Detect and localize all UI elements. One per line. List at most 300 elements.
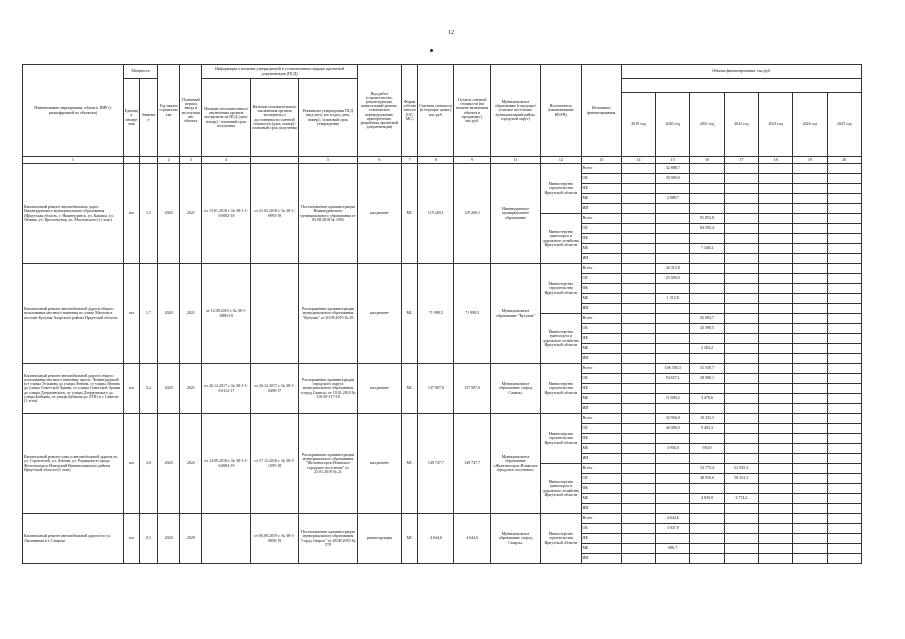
amount-cell [621, 434, 655, 444]
header-year: 2021 год [690, 93, 724, 157]
amount-cell [621, 164, 655, 174]
amount-cell [758, 284, 792, 294]
header-municipality: Муниципальное образование (городское/сельское поселение, муниципальный район, городской округ) [490, 65, 540, 157]
year-plan-cell: 2021 [180, 264, 202, 364]
remaining-cell: 149 747,7 [454, 414, 490, 514]
amount-cell [621, 524, 655, 534]
amount-cell [621, 364, 655, 374]
column-number: 8 [418, 157, 454, 164]
source-cell: МБ [581, 194, 621, 204]
amount-cell [724, 164, 758, 174]
amount-cell: 2 284,2 [690, 344, 724, 354]
source-cell: ФБ [581, 484, 621, 494]
amount-cell [758, 524, 792, 534]
unit-cell: км [123, 414, 139, 514]
work-type-cell: кап.ремонт [357, 164, 401, 264]
municipality-cell: Муниципальное образование «город Саянск» [490, 364, 540, 414]
amount-cell [621, 274, 655, 284]
table-row [23, 264, 862, 274]
amount-cell [656, 434, 690, 444]
amount-cell [621, 314, 655, 324]
amount-cell: 3 774,2 [724, 494, 758, 504]
amount-cell [621, 394, 655, 404]
source-cell: ИИ [581, 304, 621, 314]
amount-cell [724, 514, 758, 524]
cost-cell: 137 907,0 [418, 364, 454, 414]
table-row [23, 164, 862, 174]
year-start-cell: 2020 [158, 164, 180, 264]
executor-cell: Министерство строительства Иркутской области [541, 514, 581, 564]
amount-cell: 58 161,1 [724, 474, 758, 484]
amount-cell [656, 474, 690, 484]
amount-cell [656, 214, 690, 224]
amount-cell [758, 234, 792, 244]
amount-cell [793, 294, 827, 304]
amount-cell: 94 657,1 [656, 374, 690, 384]
amount-cell [793, 464, 827, 474]
amount-cell [827, 484, 861, 494]
reliability-cell: от 21.02.2018 г. № 38-1-0993-18 [250, 164, 298, 264]
amount-cell [793, 284, 827, 294]
amount-cell [621, 504, 655, 514]
value-cell: 1,5 [139, 164, 157, 264]
column-number: 17 [724, 157, 758, 164]
amount-cell [724, 404, 758, 414]
amount-cell [690, 254, 724, 264]
expert-cell: от 14.09.2018 г. № 38-1-1-3-0084-18 [202, 414, 250, 514]
amount-cell [793, 224, 827, 234]
amount-cell [656, 284, 690, 294]
amount-cell [656, 314, 690, 324]
source-cell: ИИ [581, 204, 621, 214]
amount-cell [827, 444, 861, 454]
source-cell: Всего [581, 464, 621, 474]
amount-cell: 106 356,3 [656, 364, 690, 374]
remaining-cell: 4 644,6 [454, 514, 490, 564]
amount-cell [827, 464, 861, 474]
expert-cell [202, 514, 250, 564]
source-cell: МБ [581, 344, 621, 354]
amount-cell [827, 274, 861, 284]
amount-cell [621, 374, 655, 384]
header-year: 2019 год [621, 93, 655, 157]
amount-cell [690, 404, 724, 414]
amount-cell [793, 244, 827, 254]
amount-cell [793, 364, 827, 374]
amount-cell [758, 244, 792, 254]
ownership-cell: МС [402, 264, 418, 364]
unit-cell: км [123, 364, 139, 414]
amount-cell [793, 514, 827, 524]
source-cell: ИИ [581, 454, 621, 464]
amount-cell [758, 364, 792, 374]
amount-cell [827, 334, 861, 344]
amount-cell [827, 314, 861, 324]
amount-cell [621, 174, 655, 184]
year-start-cell: 2020 [158, 414, 180, 514]
amount-cell: 84 505,4 [690, 224, 724, 234]
amount-cell [827, 364, 861, 374]
amount-cell [827, 424, 861, 434]
amount-cell [758, 464, 792, 474]
source-cell: ОБ [581, 424, 621, 434]
amount-cell [758, 374, 792, 384]
amount-cell [758, 164, 792, 174]
source-cell: Всего [581, 214, 621, 224]
header-sources: Источники финансирования [581, 65, 621, 157]
column-number: 20 [827, 157, 861, 164]
amount-cell: 2 888,7 [656, 194, 690, 204]
amount-cell [656, 554, 690, 564]
amount-cell [621, 184, 655, 194]
amount-cell [724, 554, 758, 564]
amount-cell [690, 484, 724, 494]
amount-cell [827, 164, 861, 174]
amount-cell [724, 354, 758, 364]
source-cell: ФБ [581, 434, 621, 444]
amount-cell [793, 214, 827, 224]
amount-cell [621, 324, 655, 334]
amount-cell [758, 224, 792, 234]
year-start-cell: 2020 [158, 364, 180, 414]
bullet-dot [430, 49, 433, 52]
amount-cell [758, 184, 792, 194]
column-number: 6 [357, 157, 401, 164]
amount-cell [758, 534, 792, 544]
ownership-cell: МС [402, 514, 418, 564]
table-row [23, 514, 862, 524]
amount-cell [758, 514, 792, 524]
amount-cell: 53 775,4 [690, 464, 724, 474]
amount-cell [827, 374, 861, 384]
header-ownership: Форма собственности (ОС/МС) [402, 65, 418, 157]
remaining-cell: 71 998,5 [454, 264, 490, 364]
table-row [23, 414, 862, 424]
column-number: 5 [299, 157, 357, 164]
amount-cell [758, 304, 792, 314]
amount-cell [690, 174, 724, 184]
amount-cell [621, 514, 655, 524]
amount-cell [793, 354, 827, 364]
amount-cell [656, 244, 690, 254]
amount-cell [758, 404, 792, 414]
amount-cell: 26 315,8 [656, 264, 690, 274]
amount-cell [758, 424, 792, 434]
amount-cell [724, 314, 758, 324]
amount-cell [758, 354, 792, 364]
amount-cell [621, 464, 655, 474]
amount-cell [793, 534, 827, 544]
amount-cell: 91 853,8 [690, 214, 724, 224]
amount-cell [827, 194, 861, 204]
source-cell: Всего [581, 164, 621, 174]
source-cell: ФБ [581, 384, 621, 394]
amount-cell [724, 304, 758, 314]
amount-cell [758, 174, 792, 184]
amount-cell [827, 544, 861, 554]
value-cell: 1,7 [139, 264, 157, 364]
amount-cell [690, 514, 724, 524]
source-cell: ОБ [581, 324, 621, 334]
amount-cell [793, 434, 827, 444]
cost-cell: 71 998,5 [418, 264, 454, 364]
amount-cell [758, 554, 792, 564]
amount-cell [827, 524, 861, 534]
expert-cell: от 13.01.2018 г. № 38-1-1-3-0002-18 [202, 164, 250, 264]
amount-cell [621, 354, 655, 364]
amount-cell [690, 294, 724, 304]
amount-cell [758, 254, 792, 264]
amount-cell: 1 315,8 [656, 294, 690, 304]
source-cell: МБ [581, 544, 621, 554]
amount-cell [793, 484, 827, 494]
approval-cell: Распоряжение администрации муниципального образования "Кутулик" от 20.08.2019 № 29 [299, 264, 357, 364]
unit-cell: км [123, 164, 139, 264]
column-number: 2 [158, 157, 180, 164]
amount-cell [827, 264, 861, 274]
amount-cell [793, 454, 827, 464]
source-cell: ИИ [581, 254, 621, 264]
amount-cell [758, 414, 792, 424]
year-plan-cell: 2022 [180, 414, 202, 514]
amount-cell [621, 204, 655, 214]
amount-cell [690, 194, 724, 204]
column-number: 18 [758, 157, 792, 164]
amount-cell [793, 444, 827, 454]
value-cell: 0,5 [139, 514, 157, 564]
amount-cell [758, 504, 792, 514]
source-cell: Всего [581, 364, 621, 374]
value-cell: 3,2 [139, 364, 157, 414]
amount-cell [656, 494, 690, 504]
amount-cell [793, 334, 827, 344]
source-cell: ФБ [581, 334, 621, 344]
amount-cell [690, 454, 724, 464]
amount-cell [724, 484, 758, 494]
amount-cell [724, 324, 758, 334]
amount-cell [827, 304, 861, 314]
amount-cell [690, 164, 724, 174]
amount-cell [690, 354, 724, 364]
header-year: 2024 год [793, 93, 827, 157]
column-number: 15 [656, 157, 690, 164]
source-cell: ОБ [581, 224, 621, 234]
amount-cell [690, 534, 724, 544]
amount-cell: 30 000,0 [656, 174, 690, 184]
header-unit: Единица измерения [123, 79, 139, 157]
object-name: Капитальный ремонт автомобильных дорог Нижнеудинского муниципального образования (Иркутская область, г. Нижнеудинск, ул. Кашика, ул. Ленина, ул. Проспектная, ул. Масловского) (1 этап) [23, 164, 124, 264]
amount-cell [758, 384, 792, 394]
amount-cell [690, 554, 724, 564]
column-number [139, 157, 157, 164]
amount-cell [793, 404, 827, 414]
unit-cell: км [123, 514, 139, 564]
amount-cell: 930,0 [690, 444, 724, 454]
amount-cell [656, 324, 690, 334]
amount-cell [656, 184, 690, 194]
reliability-cell [250, 264, 298, 364]
municipality-cell: Муниципальное образование «Железногорск-Илимское городское поселение» [490, 414, 540, 514]
amount-cell [621, 244, 655, 254]
amount-cell: 3 947,9 [656, 524, 690, 534]
amount-cell [793, 324, 827, 334]
executor-cell: Министерство строительства Иркутской области [541, 164, 581, 214]
cost-cell: 4 644,6 [418, 514, 454, 564]
amount-cell [793, 304, 827, 314]
column-number: 4 [202, 157, 250, 164]
amount-cell [793, 174, 827, 184]
amount-cell: 9 403,3 [690, 424, 724, 434]
amount-cell [758, 334, 792, 344]
amount-cell [656, 504, 690, 514]
amount-cell [621, 484, 655, 494]
value-cell: 2,0 [139, 414, 157, 514]
amount-cell [758, 474, 792, 484]
amount-cell [793, 264, 827, 274]
amount-cell [621, 534, 655, 544]
amount-cell [827, 504, 861, 514]
amount-cell [793, 164, 827, 174]
amount-cell [758, 324, 792, 334]
object-name: Капитальный ремонт автомобильной дороги по ул. Листвянная в г. Свирске [23, 514, 124, 564]
amount-cell [758, 454, 792, 464]
amount-cell [827, 184, 861, 194]
amount-cell [724, 434, 758, 444]
amount-cell [758, 484, 792, 494]
header-name: Наименование мероприятия, объекта, ПИР (с расшифровкой по объектам) [23, 65, 124, 157]
amount-cell [690, 384, 724, 394]
amount-cell [690, 304, 724, 314]
amount-cell [827, 294, 861, 304]
column-number [250, 157, 298, 164]
amount-cell [758, 274, 792, 284]
amount-cell [656, 304, 690, 314]
amount-cell: 28 080,1 [690, 374, 724, 384]
municipality-cell: Муниципальное образование "Кутулик" [490, 264, 540, 364]
header-reliability: Наличие положительного заключения органов экспертизы о достоверности сметной стоимости (дата, номер) / плановый срок получения [250, 79, 298, 157]
amount-cell [793, 374, 827, 384]
header-executor: Исполнитель (наименование ИОГВ) [541, 65, 581, 157]
approval-cell: Постановление администрации Нижнеудинского муниципального образования от 03.08.2018 № 1095 [299, 164, 357, 264]
column-number: 9 [454, 157, 490, 164]
amount-cell [793, 234, 827, 244]
amount-cell [724, 334, 758, 344]
source-cell: ИИ [581, 404, 621, 414]
amount-cell [690, 504, 724, 514]
amount-cell [827, 174, 861, 184]
source-cell: ИИ [581, 354, 621, 364]
source-cell: ОБ [581, 174, 621, 184]
amount-cell [827, 494, 861, 504]
header-capacity: Мощность [123, 65, 157, 79]
amount-cell [724, 204, 758, 214]
column-number: 11 [490, 157, 540, 164]
amount-cell [758, 204, 792, 214]
amount-cell [827, 454, 861, 464]
amount-cell [724, 424, 758, 434]
cost-cell: 149 747,7 [418, 414, 454, 514]
amount-cell [724, 214, 758, 224]
source-cell: ОБ [581, 474, 621, 484]
year-plan-cell: 2021 [180, 164, 202, 264]
source-cell: ОБ [581, 274, 621, 284]
header-year-start: Год начала строительства [158, 65, 180, 157]
amount-cell [827, 214, 861, 224]
header-approval: Реквизиты утверждения ПСД (вид акта, кто издал, дата, номер) / плановый срок утверждения [299, 79, 357, 157]
amount-cell [690, 334, 724, 344]
amount-cell [690, 264, 724, 274]
amount-cell [621, 554, 655, 564]
amount-cell [793, 394, 827, 404]
amount-cell [724, 284, 758, 294]
header-year: 2023 год [758, 93, 792, 157]
amount-cell [656, 404, 690, 414]
amount-cell [793, 254, 827, 264]
amount-cell [690, 434, 724, 444]
amount-cell [690, 204, 724, 214]
amount-cell [724, 384, 758, 394]
amount-cell [827, 554, 861, 564]
amount-cell [656, 454, 690, 464]
executor-cell: Министерство строительства Иркутской области [541, 364, 581, 414]
amount-cell [724, 394, 758, 404]
amount-cell [827, 384, 861, 394]
amount-cell [793, 314, 827, 324]
reliability-cell: от 17.12.2018 г. № 38-1-1095-18 [250, 414, 298, 514]
work-type-cell: реконструкция [357, 514, 401, 564]
amount-cell [690, 234, 724, 244]
table-body [23, 164, 862, 564]
amount-cell [827, 354, 861, 364]
object-name: Капитальный ремонт автомобильной дороги общего пользования местного значения: просп. Ленинградский (от улицы Тельмана до улицы Ленина, от улицы Ленина до улицы Советской Армии, от улицы Советской Армии до улицы Дзержинского, от улицы Дзержинского до улицы Бабкина, от улицы Бабкина до АТП) в г. Саянске (1 этап) [23, 364, 124, 414]
column-number: 3 [180, 157, 202, 164]
amount-cell [758, 434, 792, 444]
amount-cell [621, 254, 655, 264]
amount-cell: 48 935,6 [690, 474, 724, 484]
source-cell: МБ [581, 244, 621, 254]
executor-cell: Министерство строительства Иркутской области [541, 264, 581, 314]
remaining-cell: 137 907,0 [454, 364, 490, 414]
column-number: 14 [621, 157, 655, 164]
amount-cell [758, 194, 792, 204]
municipality-cell: Нижнеудинское муниципальное образование [490, 164, 540, 264]
column-number [123, 157, 139, 164]
amount-cell [827, 514, 861, 524]
amount-cell: 4 644,6 [656, 514, 690, 524]
column-number: 12 [541, 157, 581, 164]
amount-cell [724, 444, 758, 454]
year-start-cell: 2020 [158, 264, 180, 364]
amount-cell [793, 544, 827, 554]
amount-cell: 40 000,0 [656, 424, 690, 434]
amount-cell [724, 244, 758, 254]
amount-cell [827, 204, 861, 214]
source-cell: МБ [581, 494, 621, 504]
remaining-cell: 119 269,1 [454, 164, 490, 264]
amount-cell [690, 524, 724, 534]
amount-cell [827, 474, 861, 484]
amount-cell [656, 334, 690, 344]
amount-cell [621, 414, 655, 424]
object-name: Капитальный ремонт автомобильной дороги общего пользования местного значения по улице Матлова в поселке Кутулик Аларского района Иркутской области [23, 264, 124, 364]
amount-cell [758, 294, 792, 304]
amount-cell [724, 254, 758, 264]
amount-cell [758, 444, 792, 454]
amount-cell [724, 294, 758, 304]
amount-cell [724, 544, 758, 554]
amount-cell [621, 404, 655, 414]
source-cell: МБ [581, 294, 621, 304]
